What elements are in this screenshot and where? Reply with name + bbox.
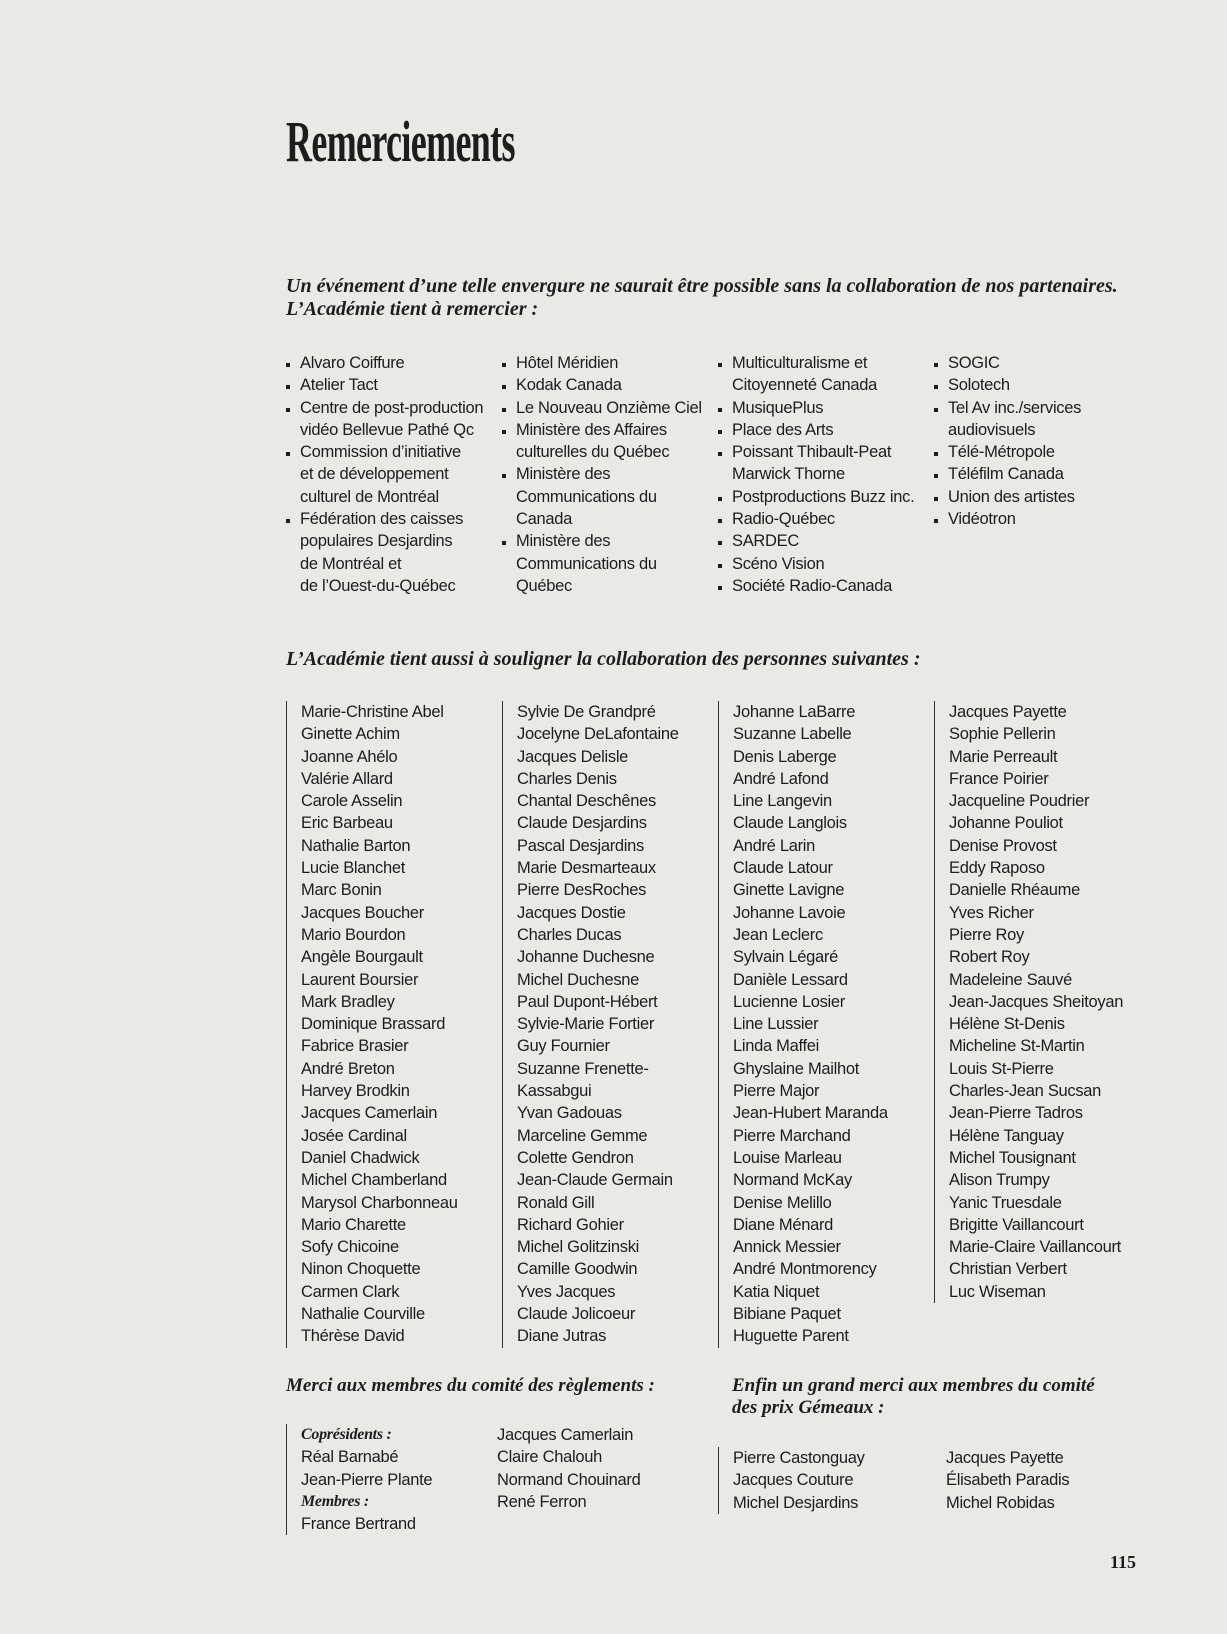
person-name: Pierre Major: [733, 1082, 820, 1101]
person-name: Hélène St-Denis: [949, 1015, 1065, 1034]
person-name: Yves Richer: [949, 903, 1034, 922]
intro-line-2: L’Académie tient à remercier :: [286, 298, 539, 320]
person-name: Pierre Roy: [949, 925, 1024, 944]
person-name: Jean-Claude Germain: [517, 1171, 673, 1190]
person-name: Michel Tousignant: [949, 1148, 1076, 1167]
person-name: Diane Ménard: [733, 1215, 834, 1234]
person-name: Bibiane Paquet: [733, 1305, 841, 1324]
person-name: Claude Desjardins: [517, 814, 647, 833]
person-name: Valérie Allard: [301, 769, 393, 788]
person-name: Denis Laberge: [733, 747, 837, 766]
partner-item: Kodak Canada: [502, 374, 702, 396]
person-name: Yanic Truesdale: [949, 1193, 1062, 1212]
person-name: Louise Marleau: [733, 1148, 842, 1167]
person-name: Huguette Parent: [733, 1327, 849, 1346]
person-name: Louis St-Pierre: [949, 1059, 1054, 1078]
person-name: Sylvain Légaré: [733, 948, 838, 967]
gemeaux-committee-left: [718, 1447, 865, 1514]
committee-member: Jean-Pierre Plante: [301, 1470, 433, 1489]
gemeaux-committee-heading: [732, 1375, 1095, 1419]
person-name: Suzanne Labelle: [733, 725, 852, 744]
person-name: Alison Trumpy: [949, 1171, 1050, 1190]
partner-item: Postproductions Buzz inc.: [718, 486, 914, 508]
person-name: Sylvie-Marie Fortier: [517, 1015, 655, 1034]
committee-member: Michel Robidas: [946, 1493, 1055, 1512]
committee-member: Élisabeth Paradis: [946, 1471, 1070, 1490]
person-name: Ginette Lavigne: [733, 881, 845, 900]
person-name: Jocelyne DeLafontaine: [517, 725, 679, 744]
partner-item: Solotech: [934, 374, 1081, 396]
person-name: Luc Wiseman: [949, 1282, 1046, 1301]
partner-item: Ministère des Communications du Québec: [502, 530, 702, 597]
person-name: Denise Melillo: [733, 1193, 832, 1212]
page-title: Remerciements: [286, 109, 515, 174]
person-name: Michel Duchesne: [517, 970, 640, 989]
person-name: André Lafond: [733, 769, 829, 788]
gemeaux-heading-line-2: des prix Gémeaux :: [732, 1397, 885, 1418]
person-name: Johanne Lavoie: [733, 903, 846, 922]
committee-member: Réal Barnabé: [301, 1448, 399, 1467]
partner-item: Scéno Vision: [718, 553, 914, 575]
person-name: Line Langevin: [733, 792, 832, 811]
person-name: Daniel Chadwick: [301, 1148, 420, 1167]
partner-item: Place des Arts: [718, 419, 914, 441]
person-name: Camille Goodwin: [517, 1260, 638, 1279]
partner-item: Le Nouveau Onzième Ciel: [502, 397, 702, 419]
person-name: Katia Niquet: [733, 1282, 820, 1301]
person-name: Jacques Payette: [949, 703, 1067, 721]
partner-item: Alvaro Coiffure: [286, 352, 483, 374]
person-name: Josée Cardinal: [301, 1126, 407, 1145]
person-name: Linda Maffei: [733, 1037, 819, 1056]
person-name: Marc Bonin: [301, 881, 382, 900]
rules-committee-heading-text: Merci aux membres du comité des règlements :: [286, 1375, 655, 1396]
partner-item: MusiquePlus: [718, 397, 914, 419]
person-name: Michel Chamberland: [301, 1171, 447, 1190]
persons-heading: L’Académie tient aussi à souligner la collaboration des personnes suivantes :: [286, 648, 921, 670]
person-name: Claude Jolicoeur: [517, 1305, 636, 1324]
committee-member: Claire Chalouh: [497, 1448, 602, 1467]
person-name: Claude Langlois: [733, 814, 847, 833]
partner-item: Poissant Thibault-Peat Marwick Thorne: [718, 441, 914, 486]
partner-item: Télé-Métropole: [934, 441, 1081, 463]
person-name: Yves Jacques: [517, 1282, 616, 1301]
copresidents-label: Coprésidents :: [301, 1426, 392, 1443]
person-name: Marie-Claire Vaillancourt: [949, 1238, 1121, 1257]
person-name: Marysol Charbonneau: [301, 1193, 458, 1212]
person-name: Jean-Hubert Maranda: [733, 1104, 888, 1123]
person-name: Charles Ducas: [517, 925, 622, 944]
person-name: Johanne LaBarre: [733, 703, 856, 721]
person-name: Marceline Gemme: [517, 1126, 648, 1145]
person-name: Guy Fournier: [517, 1037, 610, 1056]
person-name: Claude Latour: [733, 859, 833, 878]
partner-item: Fédération des caisses populaires Desjardins de Montréal et de l’Ouest-du-Québec: [286, 508, 483, 597]
persons-column: [286, 701, 458, 1348]
person-name: Thérèse David: [301, 1327, 405, 1346]
person-name: Ronald Gill: [517, 1193, 595, 1212]
partner-item: Radio-Québec: [718, 508, 914, 530]
partner-item: Vidéotron: [934, 508, 1081, 530]
person-name: Pascal Desjardins: [517, 836, 644, 855]
person-name: Dominique Brassard: [301, 1015, 446, 1034]
person-name: Colette Gendron: [517, 1148, 634, 1167]
partner-item: Union des artistes: [934, 486, 1081, 508]
person-name: Nathalie Courville: [301, 1305, 425, 1324]
person-name: Laurent Boursier: [301, 970, 419, 989]
person-name: Mario Bourdon: [301, 925, 406, 944]
person-name: Pierre DesRoches: [517, 881, 647, 900]
person-name: Sylvie De Grandpré: [517, 703, 656, 721]
person-name: Danièle Lessard: [733, 970, 848, 989]
committee-member: Michel Desjardins: [733, 1493, 859, 1512]
person-name: Michel Golitzinski: [517, 1238, 640, 1257]
person-name: Hélène Tanguay: [949, 1126, 1064, 1145]
person-name: Kassabgui: [517, 1082, 592, 1101]
committee-member: Normand Chouinard: [497, 1470, 641, 1489]
partner-item: Tel Av inc./services audiovisuels: [934, 397, 1081, 442]
person-name: Sophie Pellerin: [949, 725, 1056, 744]
persons-column: [718, 701, 888, 1348]
person-name: Danielle Rhéaume: [949, 881, 1080, 900]
person-name: Suzanne Frenette-: [517, 1059, 649, 1078]
rules-committee-right: [497, 1424, 640, 1513]
person-name: Ghyslaine Mailhot: [733, 1059, 860, 1078]
person-name: Mario Charette: [301, 1215, 406, 1234]
committee-member: Jacques Payette: [946, 1449, 1064, 1467]
person-name: Jacques Boucher: [301, 903, 424, 922]
gemeaux-committee-right: [946, 1447, 1069, 1514]
committee-member: René Ferron: [497, 1492, 587, 1511]
person-name: Carmen Clark: [301, 1282, 400, 1301]
partner-item: Multiculturalisme et Citoyenneté Canada: [718, 352, 914, 397]
person-name: Denise Provost: [949, 836, 1057, 855]
partners-column-4: [934, 352, 1081, 530]
person-name: Yvan Gadouas: [517, 1104, 622, 1123]
partners-column-3: [718, 352, 914, 597]
person-name: Carole Asselin: [301, 792, 403, 811]
person-name: Richard Gohier: [517, 1215, 624, 1234]
person-name: Robert Roy: [949, 948, 1030, 967]
partner-item: Atelier Tact: [286, 374, 483, 396]
person-name: France Poirier: [949, 769, 1049, 788]
person-name: André Larin: [733, 836, 816, 855]
gemeaux-heading-line-1: Enfin un grand merci aux membres du comité: [732, 1375, 1095, 1396]
page-number: 115: [1110, 1552, 1137, 1572]
committee-member: Jacques Camerlain: [497, 1426, 634, 1444]
person-name: Normand McKay: [733, 1171, 852, 1190]
person-name: Sofy Chicoine: [301, 1238, 399, 1257]
persons-column: [502, 701, 679, 1348]
person-name: Diane Jutras: [517, 1327, 607, 1346]
person-name: Jean-Pierre Tadros: [949, 1104, 1083, 1123]
person-name: Johanne Pouliot: [949, 814, 1063, 833]
partner-item: Hôtel Méridien: [502, 352, 702, 374]
person-name: Nathalie Barton: [301, 836, 411, 855]
person-name: Angèle Bourgault: [301, 948, 423, 967]
person-name: Jean Leclerc: [733, 925, 823, 944]
partner-item: Société Radio-Canada: [718, 575, 914, 597]
partner-item: Commission d’initiative et de développement culturel de Montréal: [286, 441, 483, 508]
person-name: Marie Desmarteaux: [517, 859, 656, 878]
person-name: Christian Verbert: [949, 1260, 1067, 1279]
person-name: Jean-Jacques Sheitoyan: [949, 992, 1124, 1011]
person-name: Lucie Blanchet: [301, 859, 406, 878]
partner-item: SARDEC: [718, 530, 914, 552]
partners-column-2: [502, 352, 702, 597]
person-name: Fabrice Brasier: [301, 1037, 409, 1056]
person-name: Jacques Dostie: [517, 903, 626, 922]
intro-text: [286, 275, 1118, 321]
committee-member: Jacques Couture: [733, 1471, 854, 1490]
person-name: Ginette Achim: [301, 725, 400, 744]
person-name: Marie Perreault: [949, 747, 1058, 766]
person-name: Eddy Raposo: [949, 859, 1045, 878]
person-name: Marie-Christine Abel: [301, 703, 444, 721]
members-label: Membres :: [301, 1492, 369, 1510]
person-name: Lucienne Losier: [733, 992, 845, 1011]
partners-column-1: [286, 352, 483, 597]
person-name: Ninon Choquette: [301, 1260, 421, 1279]
person-name: Paul Dupont-Hébert: [517, 992, 658, 1011]
rules-committee-left: [286, 1424, 432, 1535]
partner-item: Centre de post-production vidéo Bellevue Pathé Qc: [286, 397, 483, 442]
partner-item: Ministère des Affaires culturelles du Québec: [502, 419, 702, 464]
person-name: Joanne Ahélo: [301, 747, 398, 766]
person-name: Micheline St-Martin: [949, 1037, 1085, 1056]
person-name: Pierre Marchand: [733, 1126, 851, 1145]
person-name: Mark Bradley: [301, 992, 395, 1011]
rules-committee-heading: [286, 1375, 655, 1397]
person-name: André Montmorency: [733, 1260, 877, 1279]
person-name: Brigitte Vaillancourt: [949, 1215, 1084, 1234]
committee-member: France Bertrand: [301, 1515, 416, 1534]
partner-item: Téléfilm Canada: [934, 463, 1081, 485]
person-name: Johanne Duchesne: [517, 948, 655, 967]
partner-item: Ministère des Communications du Canada: [502, 463, 702, 530]
intro-line-1: Un événement d’une telle envergure ne saurait être possible sans la collaboration de nos partenaires.: [286, 275, 1118, 297]
partner-item: SOGIC: [934, 352, 1081, 374]
person-name: Annick Messier: [733, 1238, 841, 1257]
person-name: Jacques Delisle: [517, 747, 629, 766]
person-name: Charles-Jean Sucsan: [949, 1082, 1102, 1101]
committee-member: Pierre Castonguay: [733, 1449, 865, 1467]
person-name: Charles Denis: [517, 769, 617, 788]
person-name: Chantal Deschênes: [517, 792, 656, 811]
person-name: André Breton: [301, 1059, 395, 1078]
person-name: Harvey Brodkin: [301, 1082, 410, 1101]
person-name: Jacques Camerlain: [301, 1104, 438, 1123]
person-name: Line Lussier: [733, 1015, 819, 1034]
person-name: Eric Barbeau: [301, 814, 393, 833]
persons-column: [934, 701, 1123, 1303]
person-name: Madeleine Sauvé: [949, 970, 1073, 989]
person-name: Jacqueline Poudrier: [949, 792, 1090, 811]
